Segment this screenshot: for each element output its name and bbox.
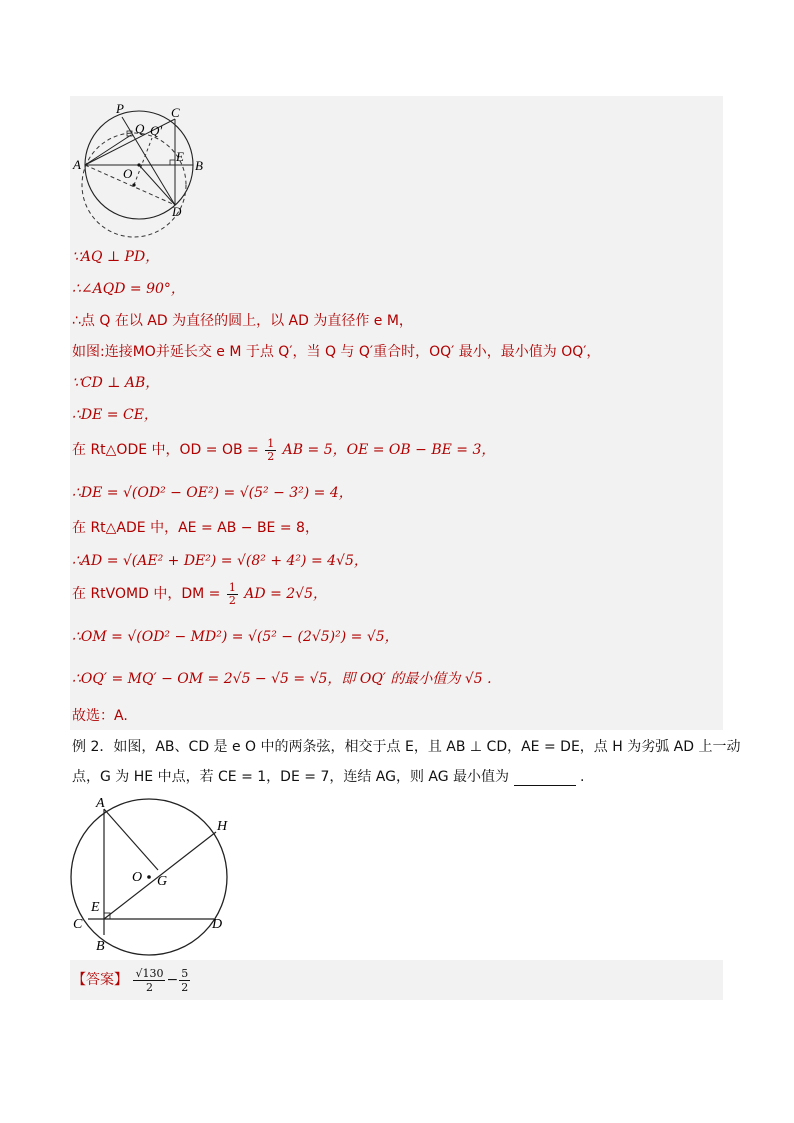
example2-line2-end: . bbox=[579, 769, 585, 785]
line-aq-perp-pd: ∵AQ ⊥ PD， bbox=[72, 249, 160, 265]
line-oq-min: ∴OQ′ = MQ′ − OM = 2√5 − √5 = √5，即 OQ′ 的最小值为 √5 . bbox=[72, 671, 492, 687]
rt-ode-text-a: 在 Rt△ODE 中，OD = OB = bbox=[72, 442, 259, 458]
fig1-label-Q: Q bbox=[135, 121, 145, 136]
answer-fraction-2 bbox=[179, 967, 190, 994]
rt-omd-text-a: 在 RtVOMD 中，DM = bbox=[72, 586, 221, 602]
answer-tag: 【答案】 bbox=[72, 972, 128, 988]
fig2-label-D: D bbox=[212, 917, 223, 932]
answer-frac2-den: 2 bbox=[181, 980, 189, 994]
line-de-eq-ce: ∴DE = CE， bbox=[72, 407, 158, 423]
rt-omd-text-b: AD = 2√5， bbox=[244, 586, 327, 602]
line-de-value: ∴DE = √(OD² − OE²) = √(5² − 3²) = 4， bbox=[72, 485, 353, 501]
fig2-label-A: A bbox=[96, 796, 105, 811]
fig2-label-E: E bbox=[91, 900, 100, 915]
fig1-label-O: O bbox=[123, 166, 133, 181]
answer-line bbox=[72, 964, 191, 996]
line-choice: 故选：A. bbox=[72, 708, 128, 724]
fig1-label-D: D bbox=[172, 204, 182, 219]
fig2-label-B: B bbox=[96, 939, 105, 954]
answer-frac1-den: 2 bbox=[145, 980, 153, 994]
fig2-label-G: G bbox=[157, 874, 168, 889]
answer-fraction-1 bbox=[133, 967, 165, 994]
rt-ode-fraction bbox=[265, 438, 276, 463]
answer-frac1-num: √130 bbox=[135, 966, 164, 980]
figure-2-circle-diagram bbox=[66, 792, 246, 962]
fig1-label-A: A bbox=[73, 157, 81, 172]
fig1-label-Qprime: Q′ bbox=[150, 123, 163, 138]
rt-omd-frac-den: 2 bbox=[228, 593, 236, 607]
answer-blank bbox=[514, 771, 576, 786]
answer-frac2-num: 5 bbox=[181, 966, 189, 980]
rt-ode-frac-den: 2 bbox=[267, 449, 275, 463]
line-angle-aqd: ∴∠AQD = 90°， bbox=[72, 281, 185, 297]
rt-ode-frac-num: 1 bbox=[267, 436, 275, 450]
rt-omd-fraction bbox=[227, 582, 238, 607]
example2-line2 bbox=[72, 768, 584, 786]
line-rt-ade: 在 Rt△ADE 中，AE = AB − BE = 8， bbox=[72, 520, 319, 536]
figure-1-circle-diagram bbox=[72, 98, 212, 238]
line-rt-omd bbox=[72, 580, 327, 608]
answer-minus: − bbox=[166, 972, 179, 988]
rt-omd-frac-num: 1 bbox=[228, 580, 236, 594]
fig1-label-C: C bbox=[171, 105, 180, 120]
rt-ode-text-b: AB = 5，OE = OB − BE = 3， bbox=[282, 442, 496, 458]
line-q-on-circle: ∴点 Q 在以 AD 为直径的圆上，以 AD 为直径作 e M， bbox=[72, 313, 413, 329]
example2-line2-text: 点，G 为 HE 中点，若 CE = 1，DE = 7，连结 AG，则 AG 最小值为 bbox=[72, 769, 510, 785]
fig1-label-E: E bbox=[176, 149, 184, 164]
example2-line1: 例 2．如图，AB、CD 是 e O 中的两条弦，相交于点 E，且 AB ⊥ CD，AE = DE，点 H 为劣弧 AD 上一动 bbox=[72, 739, 741, 755]
fig2-label-O: O bbox=[132, 870, 143, 885]
fig2-label-C: C bbox=[73, 917, 83, 932]
line-cd-perp-ab: ∵CD ⊥ AB， bbox=[72, 375, 160, 391]
line-ad-value: ∴AD = √(AE² + DE²) = √(8² + 4²) = 4√5， bbox=[72, 553, 368, 569]
fig1-label-P: P bbox=[116, 101, 124, 116]
fig2-label-H: H bbox=[217, 819, 228, 834]
line-om-value: ∴OM = √(OD² − MD²) = √(5² − (2√5)²) = √5， bbox=[72, 629, 399, 645]
line-connect-mo: 如图:连接MO并延长交 e M 于点 Q′，当 Q 与 Q′重合时，OQ′ 最小，最小值为 OQ′， bbox=[72, 344, 601, 360]
line-rt-ode bbox=[72, 436, 495, 464]
fig1-label-B: B bbox=[195, 158, 203, 173]
